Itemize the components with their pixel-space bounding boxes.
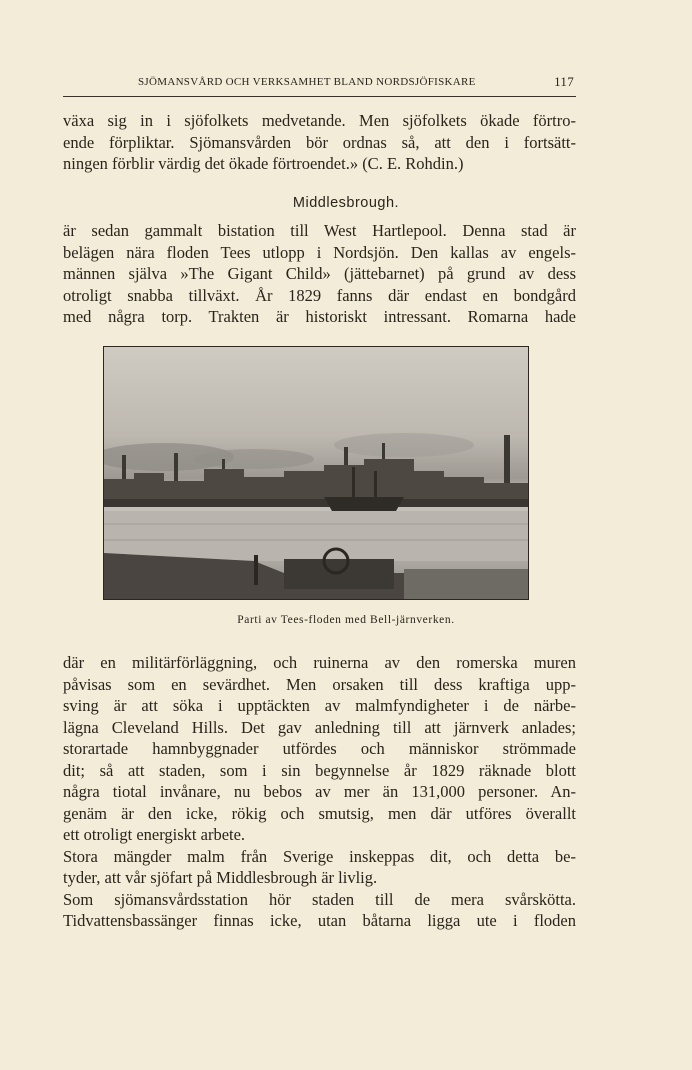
- intro-paragraph: [63, 110, 576, 175]
- text-line: där en militärförläggning, och ruinerna av den romerska muren: [63, 653, 576, 672]
- page-number: 117: [554, 74, 574, 89]
- text-line: ende förpliktar. Sjömansvården bör ordnas så, att den i fortsätt-: [63, 132, 576, 152]
- text-line: några tiotal invånare, nu bebos av mer än 131,000 personer. An-: [63, 782, 576, 801]
- text-line: är sedan gammalt bistation till West Hartlepool. Denna stad är: [63, 221, 576, 240]
- text-line: med några torp. Trakten är historiskt intressant. Romarna hade: [63, 307, 576, 326]
- section-paragraph: [63, 220, 576, 328]
- text-line: växa sig in i sjöfolkets medvetande. Men sjöfolkets ökade förtro-: [63, 111, 576, 130]
- body-paragraphs: [63, 652, 576, 932]
- text-line: männen själva »The Gigant Child» (jättebarnet) på grund av dess: [63, 264, 576, 283]
- river-photo: [103, 346, 529, 600]
- text-line: Tidvattensbassänger finnas icke, utan båtarna ligga ute i floden: [63, 911, 576, 930]
- text-line: tyder, att vår sjöfart på Middlesbrough är livlig.: [63, 868, 378, 887]
- running-head-title: SJÖMANSVÅRD OCH VERKSAMHET BLAND NORDSJÖFISKARE: [138, 76, 476, 88]
- text-line: belägen nära floden Tees utlopp i Nordsjön. Den kallas av engels-: [63, 242, 576, 262]
- text-line: storartade hamnbyggnader utfördes och människor strömmade: [63, 739, 576, 758]
- section-heading: Middlesbrough.: [292, 195, 400, 211]
- ironworks-photo-illustration: [104, 347, 528, 599]
- text-line: ett otroligt energiskt arbete.: [63, 825, 246, 844]
- text-line: dit; så att staden, som i sin begynnelse år 1829 räknade blott: [63, 760, 576, 780]
- text-line: ningen förblir värdig det ökade förtroendet.» (C. E. Rohdin.): [63, 154, 464, 173]
- text-line: Stora mängder malm från Sverige inskeppas dit, och detta be-: [63, 846, 576, 866]
- text-line: sving är att söka i upptäckten av malmfyndigheter i de närbe-: [63, 696, 576, 715]
- text-line: Som sjömansvårdsstation hör staden till de mera svårskötta.: [63, 889, 576, 909]
- text-line: otroligt snabba tillväxt. År 1829 fanns där endast en bondgård: [63, 285, 576, 305]
- text-line: påvisas som en sevärdhet. Men orsaken till dess kraftiga upp-: [63, 674, 576, 694]
- text-line: genäm är den icke, rökig och smutsig, men där utföres överallt: [63, 803, 576, 823]
- header-rule: [63, 96, 576, 97]
- text-line: lägna Cleveland Hills. Det gav anledning till att järnverk anlades;: [63, 717, 576, 737]
- photo-caption: Parti av Tees-floden med Bell-järnverken.: [237, 614, 455, 626]
